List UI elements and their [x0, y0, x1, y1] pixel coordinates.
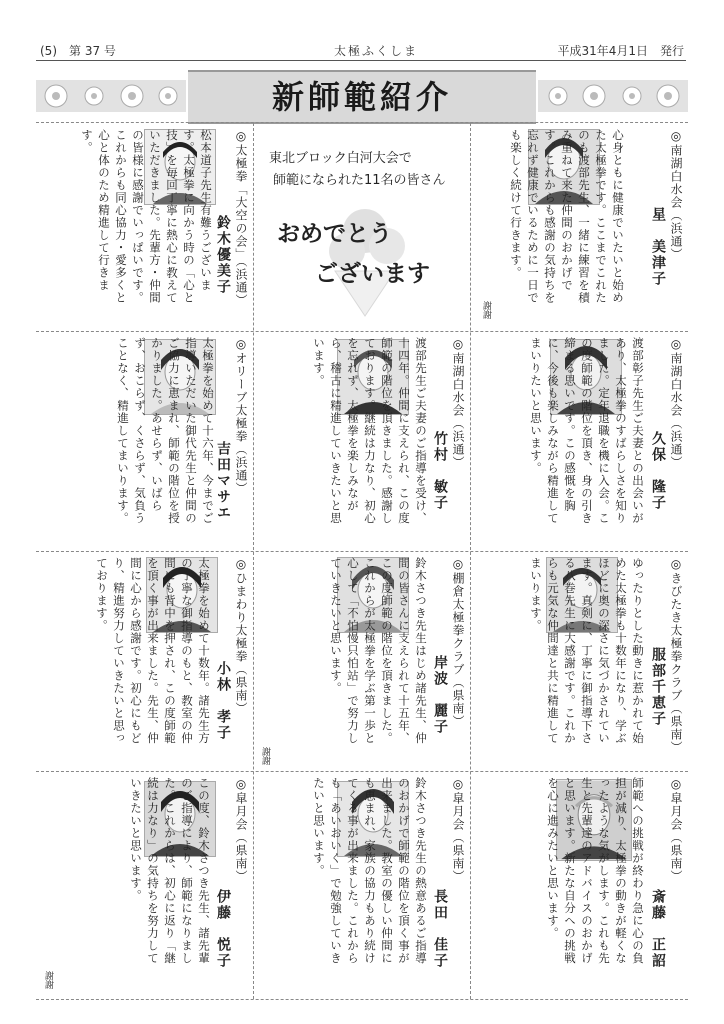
profile-name: 斎藤 正詔	[650, 889, 666, 969]
flower-decoration-right-icon	[538, 76, 688, 116]
profile-card	[36, 771, 253, 999]
profile-club: ◎皐月会（県南）	[234, 777, 248, 883]
profile-club: ◎オリーブ太極拳（浜通）	[234, 337, 248, 495]
issue-number: (5) 第 37 号	[40, 44, 116, 58]
congratulations-box	[253, 123, 470, 331]
congratulations-line-1: 東北ブロック白河大会で	[269, 151, 412, 166]
congratulations-heading-1: おめでとう	[277, 221, 392, 247]
profile-card	[253, 771, 470, 999]
publish-date: 平成31年4月1日 発行	[557, 44, 684, 58]
profile-name: 岸波 麗子	[432, 655, 448, 735]
profile-club: ◎皐月会（県南）	[451, 777, 465, 883]
profile-card	[36, 331, 253, 551]
profile-body: 心身ともに健康でいたいと始めた太極拳です。ここまでこれたのも渡部先生、一緒に練習を積み重ねて来た仲間のおかげです。これからも感謝の気持ちを忘れず健康でいるために一日でも楽しく続けて行きます。	[509, 129, 625, 304]
title-banner	[188, 70, 536, 124]
profile-card	[470, 771, 688, 999]
profile-club: ◎ひまわり太極拳（県南）	[234, 557, 248, 715]
profile-name: 小林 孝子	[215, 661, 231, 741]
profile-body: この度、鈴木さつき先生、諸先輩のご指導により、師範になりました。これからは、初心に返り「継続は力なり」の気持ちを努力していきたいと思います。	[129, 777, 211, 965]
profile-sign: 謝謝	[43, 971, 53, 989]
profile-club: ◎太極拳「大空の会」（浜通）	[234, 129, 248, 307]
profile-club: ◎皐月会（県南）	[669, 777, 683, 883]
profile-body: 太極拳を始めて十数年。諸先生方の丁寧な御指導のもと、教室の仲間にも背中を押され、この度師範を頂く事が出来ました。先生、仲間に心から感謝です。初心にもどり、精進努力していきたいと思っております。	[95, 557, 211, 745]
profile-name: 久保 隆子	[650, 431, 666, 511]
profile-card	[470, 331, 688, 551]
profile-club: ◎南湖白水会（浜通）	[669, 129, 683, 261]
profile-name: 吉田マサエ	[215, 441, 231, 521]
profile-name: 星 美津子	[650, 207, 666, 287]
profile-body: 渡部彰子先生ご夫妻との出会いがあり、太極拳のすばらしさを知りました。定年退職を機に入会。この度師範の階位を頂き、身の引き締まる思いです。この感慨を胸に、今後も楽しみながら精進してまいりたいと思います。	[529, 337, 645, 525]
profile-card	[470, 123, 688, 331]
header-rule	[36, 60, 686, 61]
profile-card	[253, 331, 470, 551]
page-header	[34, 38, 688, 60]
profile-name: 竹村 敏子	[432, 431, 448, 511]
profile-body: 師範への挑戦が終わり急に心の負担が減り、太極拳の動きが軽くなったような気がします。これも先生と先輩達のアドバイスのおかげと思います。新たな自分への挑戦を心に進みたいと思います。	[546, 777, 645, 965]
profile-club: ◎南湖白水会（浜通）	[451, 337, 465, 469]
profile-body: 渡部先生ご夫妻のご指導を受け、十四年。仲間に支えられ、この度師範の階位を頂きました。感謝しております。継続は力なり、初心を忘れず、太極拳を楽しみながら、稽古に精進していきたいと思います。	[312, 337, 428, 525]
profile-card	[470, 551, 688, 771]
profile-card	[253, 551, 470, 771]
profile-body: 鈴木さつき先生の熱意あるご指導のおかげで師範の階位を頂く事が出来ました。教室の優しい仲間にも恵まれ、家族の協力もあり続けてくる事が出来ました。これからも「あいおいく」で勉強していきたいと思います。	[312, 777, 428, 965]
profile-body-top	[628, 213, 648, 325]
profile-name: 伊藤 悦子	[215, 889, 231, 969]
profile-sign: 謝謝	[260, 747, 270, 765]
profile-name: 鈴木優美子	[215, 215, 231, 295]
profile-grid	[36, 122, 688, 1000]
profile-club: ◎南湖白水会（浜通）	[669, 337, 683, 469]
profile-sign: 謝謝	[481, 301, 491, 319]
profile-body: ゆったりとした動きに惹かれて始めた太極拳も十数年になり、学ぶほどに奥の深さに気づかされています。真剣に、丁寧に御指導下さる八巻先生に大感謝です。これからも元気な仲間達と共に精進してまいります。	[529, 557, 645, 745]
profile-club: ◎棚倉太極拳クラブ（県南）	[451, 557, 465, 728]
profile-body: 鈴木さつき先生はじめ諸先生、仲間の皆さんに支えられて十五年、この度師範の階位を頂きました。これからが太極拳を学ぶ第一歩と心して「不怕慢只怕站」で努力していきたいと思います。	[329, 557, 428, 745]
newspaper-title: 太極ふくしま	[334, 44, 419, 58]
profile-club: ◎きびたき太極拳クラブ（県南）	[669, 557, 683, 754]
profile-card	[36, 123, 253, 331]
congratulations-line-2: 師範になられた11名の皆さん	[273, 173, 446, 188]
congratulations-heading-2: ございます	[315, 261, 430, 287]
flower-decoration-left-icon	[36, 76, 186, 116]
profile-name: 長田 佳子	[432, 889, 448, 969]
profile-body: 松本道子先生有難うございます。太極拳に向かう時の「心と技」を毎回丁寧に熱心に教えていただきました。先輩方・仲間の皆様に感謝でいっぱいです。これからも同心協力・愛多くと心と体のため精進して行きます。	[80, 129, 213, 304]
profile-body: 太極拳を始めて十六年、今までご指導いただいた御代先生と仲間のご協力に恵まれ、師範の階位を授かりました。あせらず、いばらず、おこらず、くさらず、気負うことなく、精進してまいります。	[116, 337, 215, 525]
page-title: 新師範紹介	[271, 78, 452, 116]
profile-name: 服部千恵子	[650, 647, 666, 727]
profile-card	[36, 551, 253, 771]
